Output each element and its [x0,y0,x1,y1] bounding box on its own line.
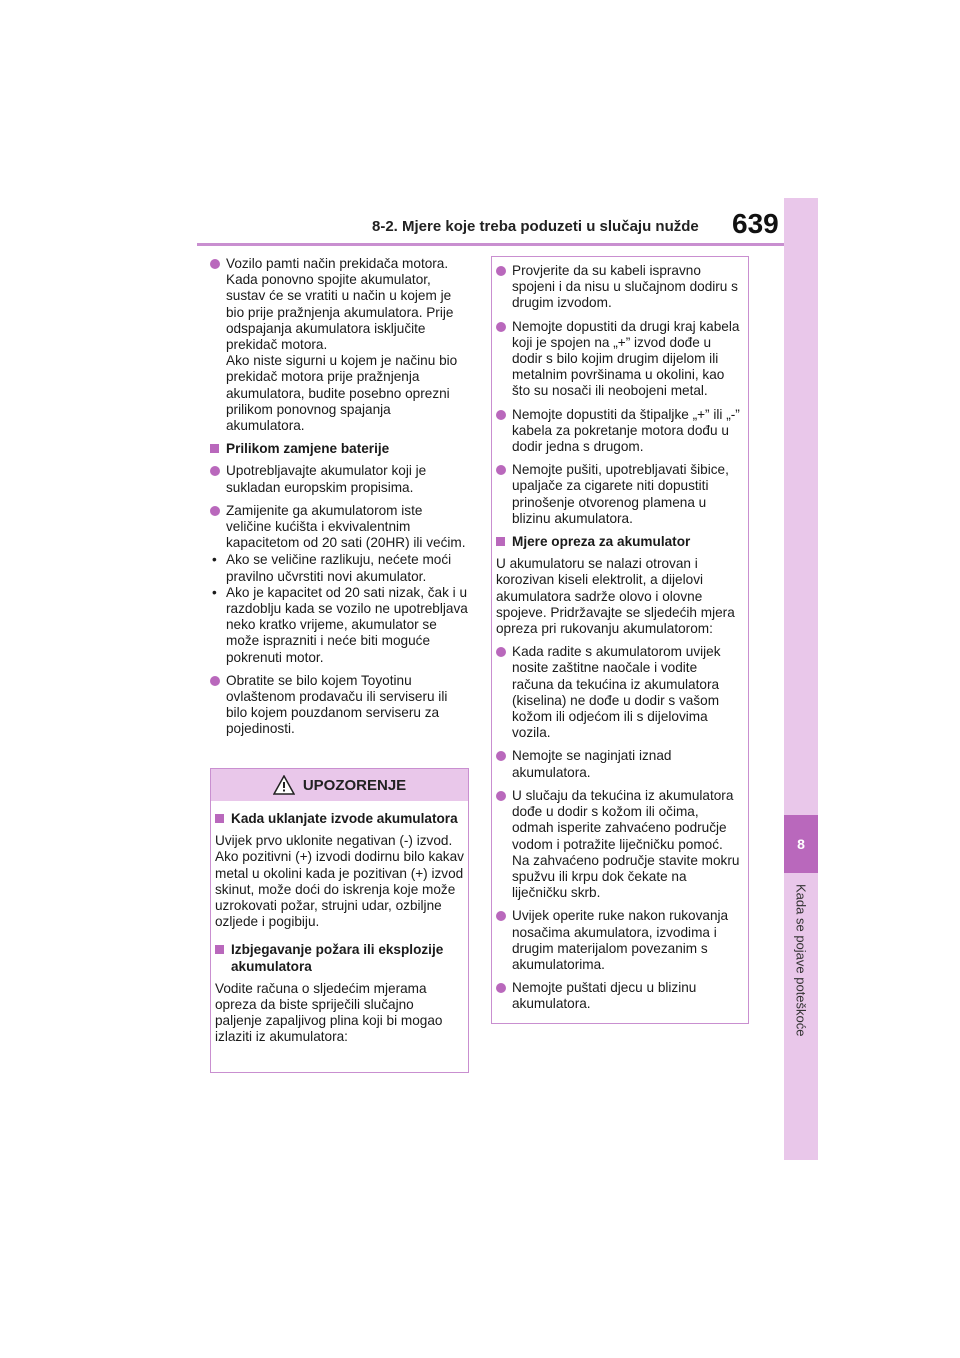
subheading [215,942,464,974]
bullet-dot-icon [496,911,506,921]
right-column [491,256,749,1024]
list-item [496,462,740,527]
warning-box [210,768,469,1073]
list-item [496,980,740,1012]
list-item [496,319,740,400]
list-item [496,908,740,973]
item-text: Uvijek operite ruke nakon rukovanja nosačima akumulatora, izvodima i drugim materijalom povezanim s akumulatorima. [512,908,729,972]
item-text: Upotrebljavajte akumulator koji je sukladan europskim propisima. [226,463,427,495]
page-number: 639 [732,208,779,239]
sub-list [210,552,468,665]
subheading [496,534,740,550]
item-text: Kada radite s akumulatorom uvijek nosite zaštitne naočale i vodite računa da tekućina iz akumulatora (kiselina) ne dođe u dodir s vašom kožom ili odjećom ili s dijelovima vozila. [512,644,721,741]
bullet-glyph: • [212,552,217,568]
subheading [210,441,468,457]
paragraph: Uvijek prvo uklonite negativan (-) izvod. Ako pozitivni (+) izvodi dodirnu bilo kakav metal u okolini kada je pozitivan (+) izvod skinut, može doći do iskrenja koje može uzrokovati požar, strujni udar, ozbiljne ozljede i pogibiju. [215,833,464,930]
warning-body [211,801,468,1046]
square-bullet-icon [215,945,224,954]
item-text: Nemojte pušiti, upotrebljavati šibice, upaljače za cigarete niti dopustiti prinošenje otvorenog plamena u blizinu akumulatora. [512,462,729,526]
subheading-text: Kada uklanjate izvode akumulatora [231,811,458,826]
warning-icon [273,775,295,795]
subheading [215,811,464,827]
chapter-number: 8 [784,815,818,873]
paragraph: Vodite računa o sljedećim mjerama opreza da biste spriječili slučajno paljenje zapaljivog plina koji bi mogao izlaziti iz akumulatora: [215,980,443,1045]
chapter-label: Kada se pojave poteškoće [793,884,809,1037]
square-bullet-icon [210,444,219,453]
paragraph: U akumulatoru se nalazi otrovan i korozivan kiseli elektrolit, a dijelovi akumulatora sadrže olovo i olovne spojeve. Pridržavajte se sljedećih mjera opreza pri rukovanju akumulatorom: [496,556,735,637]
item-text: Nemojte puštati djecu u blizinu akumulatora. [512,980,697,1012]
item-text: Zamijenite ga akumulatorom iste veličine kućišta i ekvivalentnim kapacitetom od 20 sati (20HR) ili većim. [226,502,466,551]
bullet-dot-icon [210,466,220,476]
subheading-text: Prilikom zamjene baterije [226,441,390,457]
subheading-text: Izbjegavanje požara ili eksplozije akumulatora [231,942,444,974]
warning-header [211,769,468,801]
list-item [496,407,740,456]
item-text: Nemojte se naginjati iznad akumulatora. [512,748,672,780]
bullet-dot-icon [496,266,506,276]
list-item [496,263,740,312]
item-text: Vozilo pamti način prekidača motora. Kada ponovno spojite akumulator, sustav će se vratiti u način u kojem je bio prije pražnjenja akumulatora. Prije odspajanja akumulatora isključite prekidač motora. [226,256,454,353]
square-bullet-icon [496,537,505,546]
list-item [210,673,468,738]
bullet-dot-icon [210,506,220,516]
square-bullet-icon [215,814,224,823]
bullet-dot-icon [496,647,506,657]
item-text: U slučaju da tekućina iz akumulatora dođe u dodir s kožom ili očima, odmah isperite zahvaćeno područje vodom i potražite liječničku pomoć. Na zahvaćeno područje stavite mokru spužvu ili krpu dok čekate na liječničku skrb. [512,787,740,901]
header-rule [197,243,785,246]
list-item [496,644,740,741]
bullet-dot-icon [496,465,506,475]
list-item [496,748,740,780]
item-text: Ako niste sigurni u kojem je načinu bio prekidač motora prije pražnjenja akumulatora, budite posebno oprezni prilikom ponovnog spajanja akumulatora. [226,353,458,434]
bullet-glyph: • [212,584,217,600]
item-text: Ako je kapacitet od 20 sati nizak, čak i u razdoblju kada se vozilo ne upotrebljava neko kratko vrijeme, akumulator se može isprazniti i neće biti moguće pokrenuti motor. [226,584,468,665]
bullet-dot-icon [210,676,220,686]
list-item [210,503,468,552]
item-text: Nemojte dopustiti da štipaljke „+” ili „-” kabela za pokretanje motora dođu u dodir jedna s drugom. [512,406,740,455]
bullet-dot-icon [496,751,506,761]
warning-title: UPOZORENJE [302,776,407,794]
item-text: Obratite se bilo kojem Toyotinu ovlaštenom prodavaču ili serviseru ili bilo kojem pouzdanom serviseru za pojedinosti. [226,672,448,737]
bullet-dot-icon [210,259,220,269]
list-item [210,256,468,434]
bullet-dot-icon [496,410,506,420]
list-item [496,788,740,901]
list-item [210,463,468,495]
subheading-text: Mjere opreza za akumulator [512,534,691,550]
item-text: Provjerite da su kabeli ispravno spojeni i da nisu u slučajnom dodiru s drugim izvodom. [512,263,738,311]
bullet-dot-icon [496,322,506,332]
sub-list-item [210,585,468,666]
item-text: Ako se veličine razlikuju, nećete moći pravilno učvrstiti novi akumulator. [226,552,452,584]
left-column [210,256,468,745]
item-text: Nemojte dopustiti da drugi kraj kabela koji je spojen na „+” izvod dođe u dodir s bilo kojim drugim dijelom ili metalnim površinama u okolini, kao što su nosači ili neobojeni metal. [512,318,740,399]
bullet-dot-icon [496,983,506,993]
sub-list-item [210,552,468,584]
section-title: 8-2. Mjere koje treba poduzeti u slučaju nužde [372,218,699,235]
bullet-dot-icon [496,791,506,801]
